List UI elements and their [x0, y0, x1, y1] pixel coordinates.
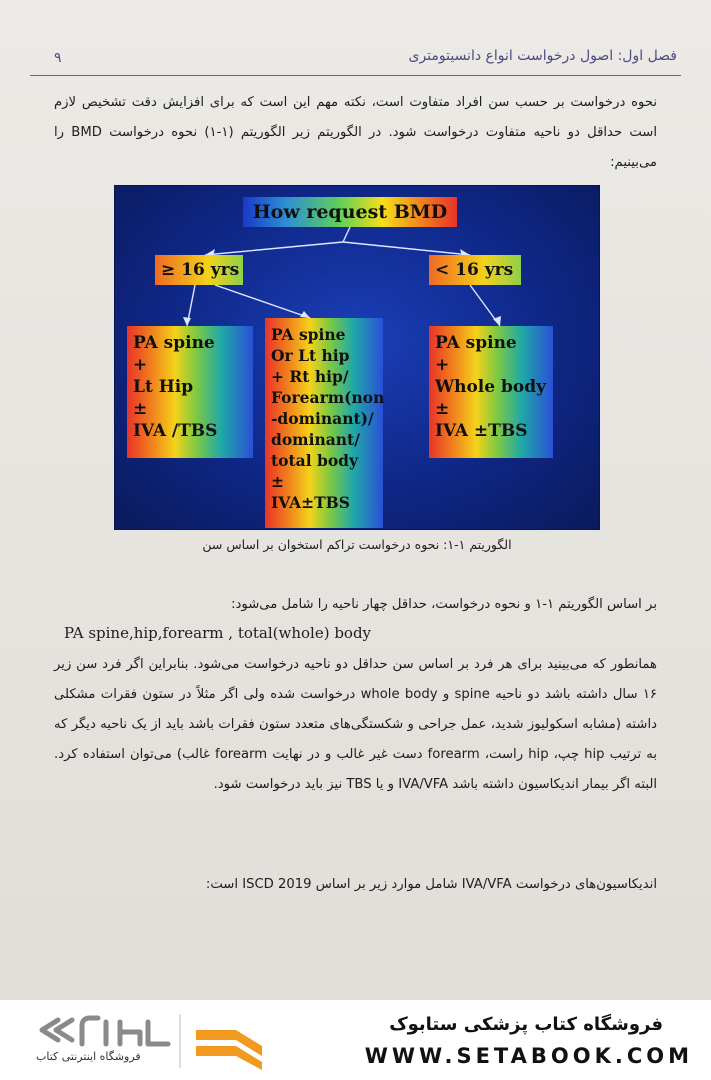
arrow-ge-to-b — [215, 285, 310, 318]
setabook-logo-icon — [28, 1008, 278, 1076]
algorithm-figure — [114, 185, 600, 530]
indications-paragraph: اندیکاسیون‌های درخواست IVA/VFA شامل موارد زیر بر اساس ISCD 2019 است: — [205, 877, 657, 892]
flowchart-title-box: How request BMD — [243, 197, 457, 227]
option-b-line: PA spine — [271, 325, 346, 344]
option-b-line: + Rt hip/ — [271, 367, 349, 386]
option-a-line: ± — [133, 399, 148, 419]
option-c-line: + — [435, 355, 450, 375]
arrow-right-branch — [343, 242, 470, 255]
option-c-line: PA spine — [435, 333, 517, 353]
option-a-line: IVA /TBS — [133, 421, 218, 441]
regions-list: PA spine,hip,forearm , total(whole) body — [64, 624, 372, 642]
option-b-line: -dominant)/ — [271, 409, 374, 428]
option-c-line: IVA ±TBS — [435, 421, 528, 441]
regions-intro-paragraph: بر اساس الگوریتم ۱-۱ و نحوه درخواست، حداقل چهار ناحیه را شامل می‌شود: — [231, 597, 657, 612]
figure-caption: الگوریتم ۱-۱: نحوه درخواست تراکم استخوان بر اساس سن — [202, 537, 512, 552]
arrow-title-down — [343, 227, 350, 242]
option-a-line: PA spine — [133, 333, 215, 353]
store-name: فروشگاه کتاب پزشکی ستابوک — [389, 1014, 663, 1035]
store-url-link[interactable]: WWW.SETABOOK.COM — [364, 1044, 693, 1068]
option-b-line: Forearm(non — [271, 388, 385, 407]
option-a-box — [127, 326, 253, 458]
option-c-line: Whole body — [435, 377, 546, 397]
option-c-line: ± — [435, 399, 450, 419]
intro-paragraph: نحوه درخواست بر حسب سن افراد متفاوت است، نکته مهم این است که برای افزایش دقت تشخیص لازم است حداقل دو ناحیه متفاوت درخواست شود. در الگوریتم زیر الگوریتم (۱-۱) نحوه درخواست BMD را می‌بینیم: — [54, 95, 658, 170]
page-number: ۹ — [54, 50, 62, 66]
store-footer — [0, 1000, 711, 1080]
explanation-paragraph: همانطور که می‌بینید برای هر فرد بر اساس سن حداقل دو ناحیه درخواست می‌شود. بنابراین اگر فرد سن زیر ۱۶ سال داشته باشد دو ناحیه spine و whole body درخواست شده ولی اگر مثلاً در ستون فقرات مشکلی داشته (مشابه اسکولیوز شدید، عمل جراحی و شکستگی‌های متعدد ستون فقرات باشد باید از یک ناحیه دیگر که به ترتیب hip چپ، hip راست، forearm دست غیر غالب و در نهایت forearm غالب) می‌توان استفاده کرد. البته اگر بیمار اندیکاسیون داشته باشد IVA/VFA و یا TBS نیز باید درخواست شود. — [54, 657, 658, 792]
age-ge-16-box: ≥ 16 yrs — [155, 255, 243, 285]
option-b-line: total body — [271, 451, 359, 470]
option-b-line: dominant/ — [271, 430, 360, 449]
age-lt-16-box: < 16 yrs — [429, 255, 521, 285]
option-c-box — [429, 326, 553, 458]
arrowhead-a — [183, 317, 191, 326]
chapter-title: فصل اول: اصول درخواست انواع دانسیتومتری — [408, 48, 677, 64]
logo-tagline: فروشگاه اینترنتی کتاب — [36, 1050, 141, 1063]
arrow-left-branch — [205, 242, 343, 255]
option-b-line: Or Lt hip — [271, 346, 350, 365]
option-a-line: + — [133, 355, 148, 375]
option-a-line: Lt Hip — [133, 377, 194, 397]
option-b-line: IVA±TBS — [271, 493, 350, 512]
page-header — [30, 40, 681, 76]
option-b-box — [265, 318, 383, 528]
option-b-line: ± — [271, 472, 284, 491]
